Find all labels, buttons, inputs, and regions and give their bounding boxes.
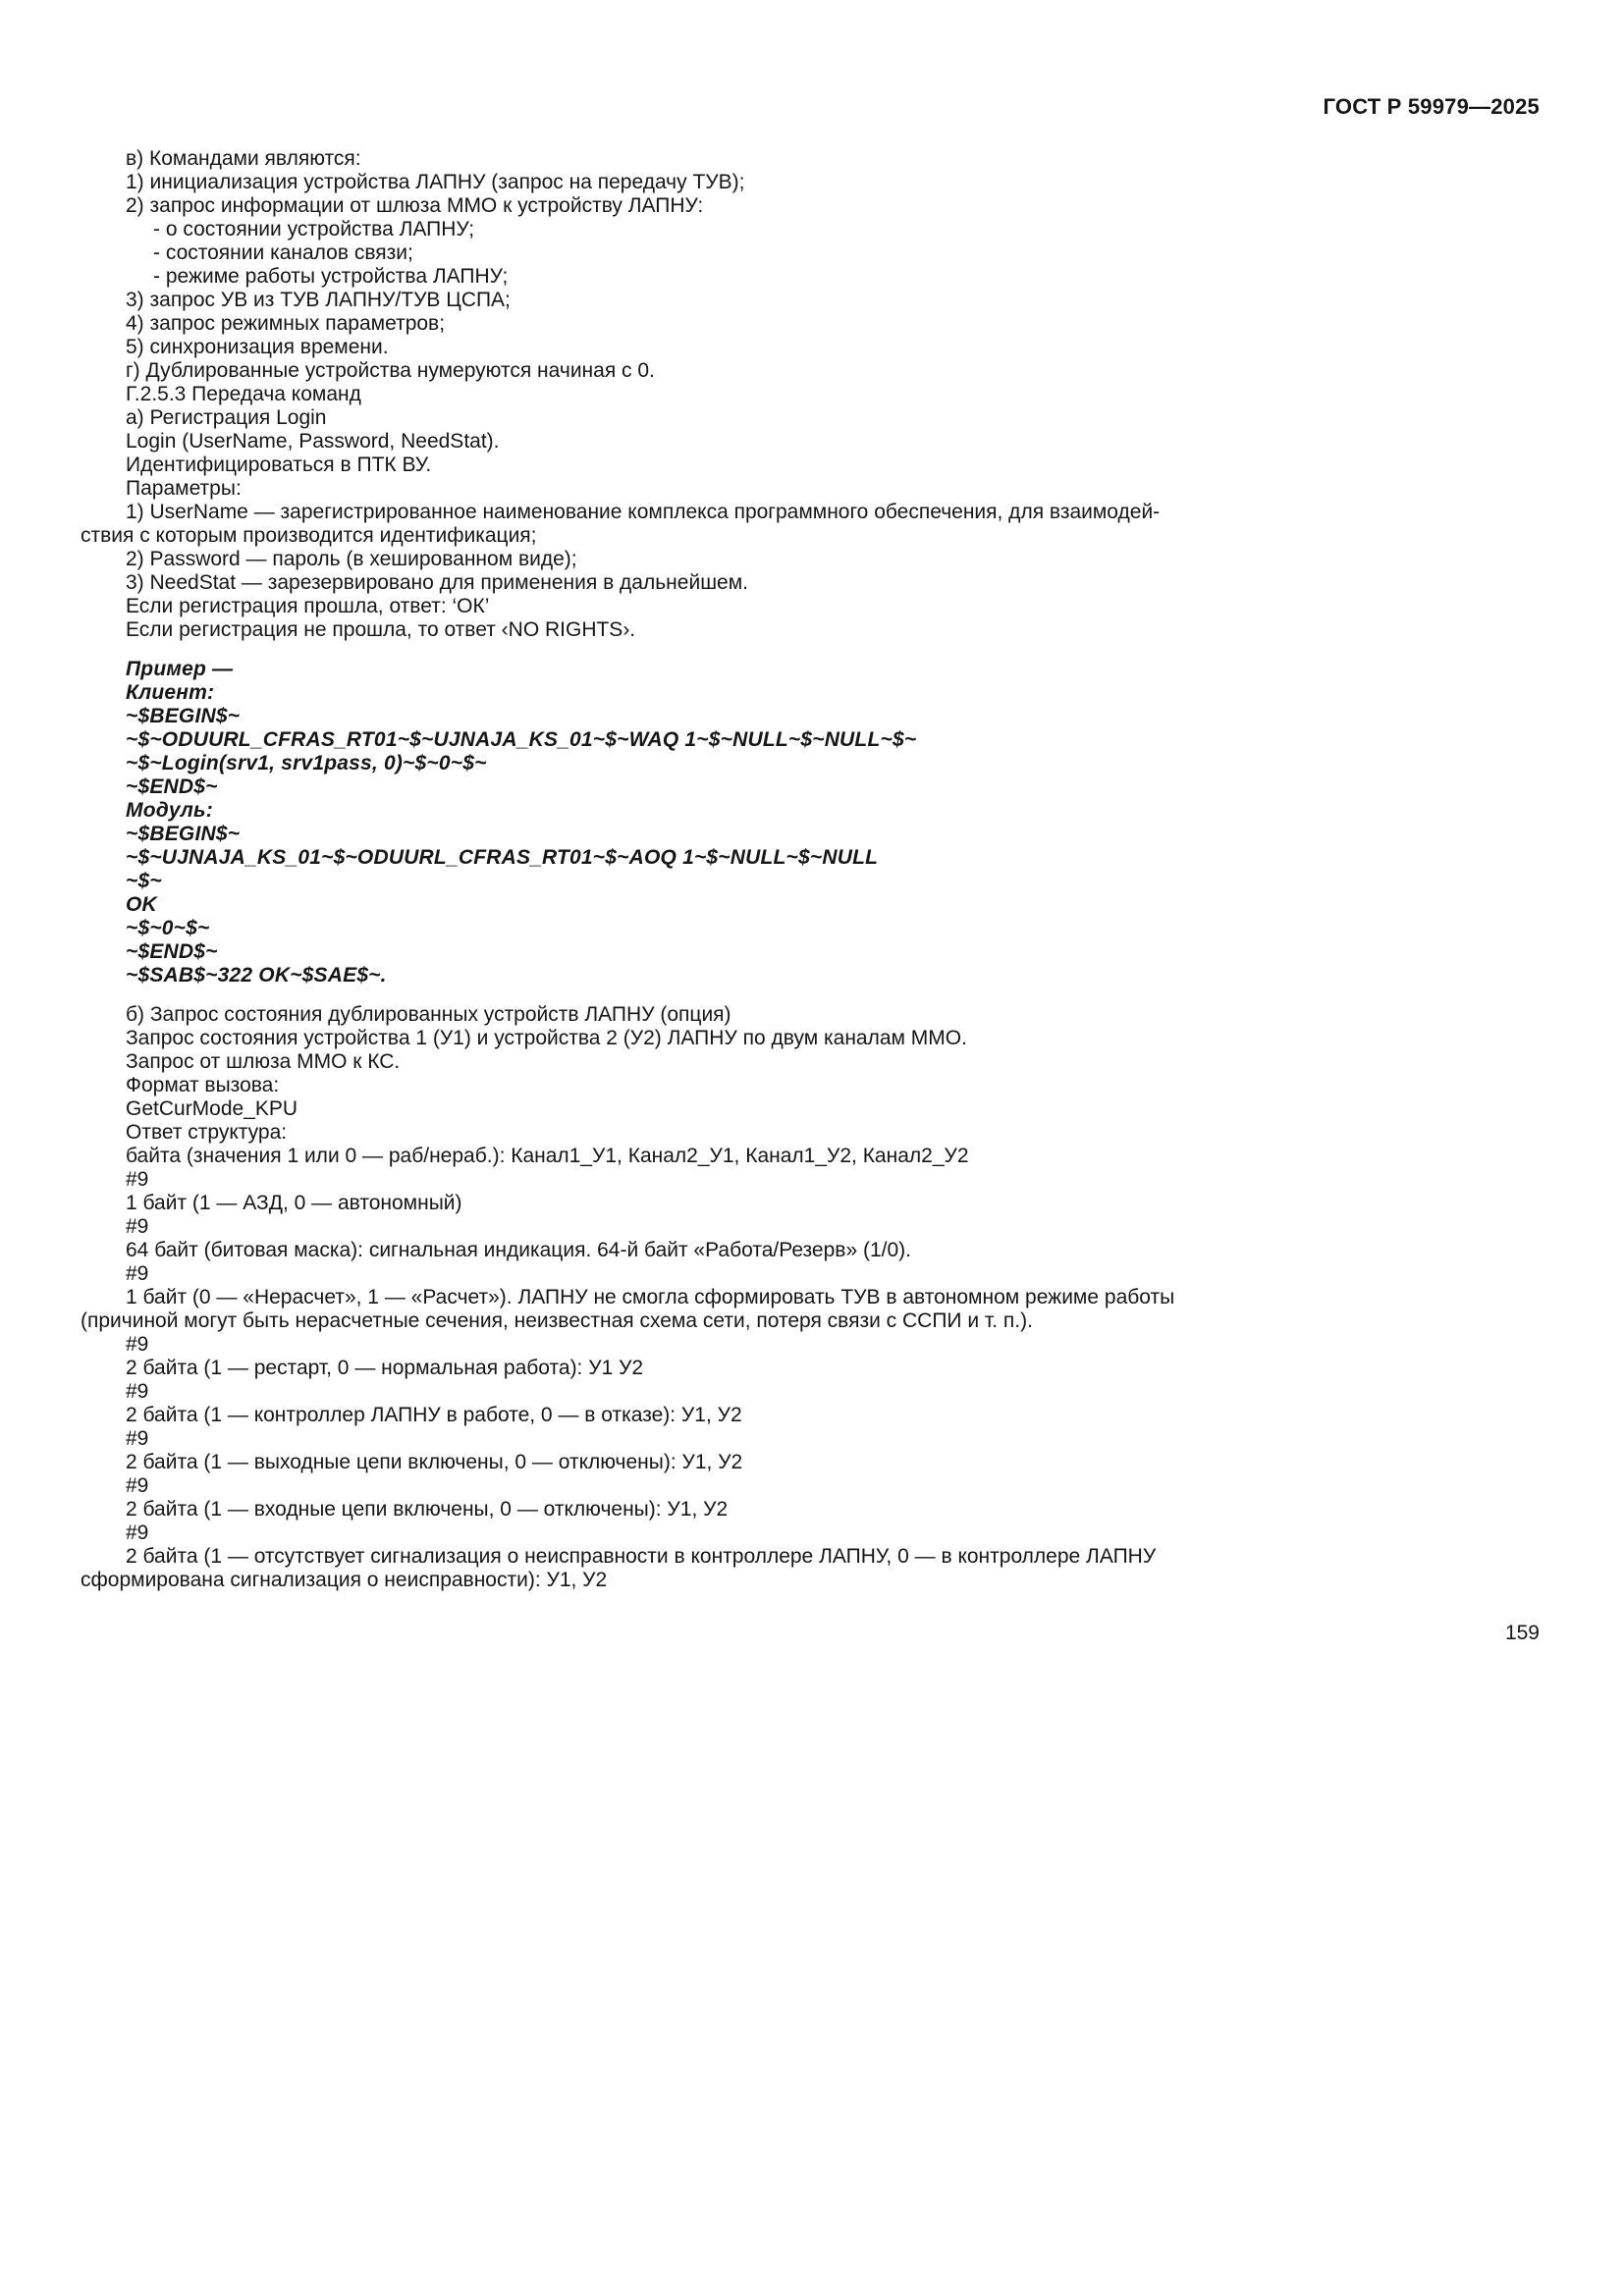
- text-line: сформирована сигнализация о неисправности): У1, У2: [81, 1569, 608, 1591]
- standard-number: ГОСТ Р 59979—2025: [1323, 94, 1540, 119]
- text-line: #9: [126, 1474, 149, 1497]
- list-item: - состоянии каналов связи;: [153, 241, 413, 264]
- text-line: Ответ структура:: [126, 1121, 288, 1144]
- example-line: OK: [126, 893, 157, 916]
- text-line: Формат вызова:: [126, 1074, 280, 1096]
- text-line: #9: [126, 1427, 149, 1450]
- text-line: Login (UserName, Password, NeedStat).: [126, 430, 500, 453]
- text-line: б) Запрос состояния дублированных устройств ЛАПНУ (опция): [126, 1003, 731, 1026]
- example-line: ~$~Login(srv1, srv1pass, 0)~$~0~$~: [126, 752, 487, 774]
- text-line: 64 байт (битовая маска): сигнальная индикация. 64-й байт «Работа/Резерв» (1/0).: [126, 1239, 911, 1261]
- text-line: 2 байта (1 — входные цепи включены, 0 — отключены): У1, У2: [126, 1498, 729, 1521]
- text-line: Если регистрация не прошла, то ответ ‹NO RIGHTS›.: [126, 618, 636, 641]
- text-line: а) Регистрация Login: [126, 406, 327, 429]
- example-line: Модуль:: [126, 799, 213, 822]
- text-line: GetCurMode_KPU: [126, 1097, 298, 1120]
- text-line: г) Дублированные устройства нумеруются начиная с 0.: [126, 359, 655, 382]
- text-line: #9: [126, 1262, 149, 1285]
- document-content: [81, 147, 1540, 1645]
- example-line: ~$BEGIN$~: [126, 823, 241, 845]
- text-line: 2) запрос информации от шлюза ММО к устройству ЛАПНУ:: [126, 194, 704, 217]
- example-line: Клиент:: [126, 681, 215, 704]
- text-line: Запрос состояния устройства 1 (У1) и устройства 2 (У2) ЛАПНУ по двум каналам ММО.: [126, 1027, 967, 1049]
- text-line: Запрос от шлюза ММО к КС.: [126, 1050, 401, 1073]
- text-line: 4) запрос режимных параметров;: [126, 312, 446, 335]
- example-line: ~$END$~: [126, 940, 218, 963]
- text-line: 1 байт (1 — АЗД, 0 — автономный): [126, 1192, 462, 1214]
- text-line: Если регистрация прошла, ответ: ‘ОК’: [126, 595, 490, 617]
- page-number: 159: [1504, 1622, 1540, 1644]
- example-line: ~$SAB$~322 OK~$SAE$~.: [126, 964, 387, 987]
- example-line: ~$~0~$~: [126, 917, 210, 939]
- text-line: 2 байта (1 — выходные цепи включены, 0 — отключены): У1, У2: [126, 1451, 743, 1473]
- text-line: #9: [126, 1333, 149, 1356]
- example-line: ~$~UJNAJA_KS_01~$~ODUURL_CFRAS_RT01~$~AOQ 1~$~NULL~$~NULL: [126, 846, 879, 869]
- page-footer: [81, 1622, 1540, 1645]
- list-item: - режиме работы устройства ЛАПНУ;: [153, 265, 509, 288]
- text-line: Идентифицироваться в ПТК ВУ.: [126, 454, 432, 476]
- example-line: ~$~ODUURL_CFRAS_RT01~$~UJNAJA_KS_01~$~WAQ 1~$~NULL~$~NULL~$~: [126, 728, 917, 751]
- text-line: 2 байта (1 — контроллер ЛАПНУ в работе, 0 — в отказе): У1, У2: [126, 1404, 742, 1426]
- example-block: [81, 658, 1540, 988]
- text-line: 1) инициализация устройства ЛАПНУ (запрос на передачу ТУВ);: [126, 171, 745, 193]
- example-line: ~$BEGIN$~: [126, 705, 241, 727]
- text-line: 2 байта (1 — отсутствует сигнализация о неисправности в контроллере ЛАПНУ, 0 — в контроллере ЛАПНУ: [126, 1545, 1157, 1568]
- list-item: - о состоянии устройства ЛАПНУ;: [153, 218, 475, 240]
- text-line: Параметры:: [126, 477, 242, 500]
- text-line: 3) NeedStat — зарезервировано для применения в дальнейшем.: [126, 571, 748, 594]
- text-line: #9: [126, 1522, 149, 1544]
- example-line: ~$~: [126, 870, 162, 892]
- clause-heading: Г.2.5.3 Передача команд: [126, 383, 361, 405]
- page-header: [81, 94, 1540, 120]
- text-line: 1 байт (0 — «Нерасчет», 1 — «Расчет»). ЛАПНУ не смогла сформировать ТУВ в автономном режиме работы: [126, 1286, 1175, 1308]
- text-line: в) Командами являются:: [126, 147, 361, 170]
- text-line: (причиной могут быть нерасчетные сечения, неизвестная схема сети, потеря связи с ССПИ и т. п.).: [81, 1309, 1033, 1332]
- text-line: 2) Password — пароль (в хешированном виде);: [126, 548, 577, 570]
- text-line: #9: [126, 1215, 149, 1238]
- text-line: #9: [126, 1168, 149, 1191]
- text-line: 3) запрос УВ из ТУВ ЛАПНУ/ТУВ ЦСПА;: [126, 289, 511, 311]
- text-line: #9: [126, 1380, 149, 1403]
- text-line: ствия с которым производится идентификация;: [81, 524, 537, 547]
- text-line: 2 байта (1 — рестарт, 0 — нормальная работа): У1 У2: [126, 1357, 644, 1379]
- text-line: 1) UserName — зарегистрированное наименование комплекса программного обеспечения, для взаимодей-: [126, 501, 1161, 523]
- example-heading: Пример —: [126, 658, 234, 680]
- text-line: байта (значения 1 или 0 — раб/нераб.): Канал1_У1, Канал2_У1, Канал1_У2, Канал2_У2: [126, 1145, 969, 1167]
- text-line: 5) синхронизация времени.: [126, 336, 389, 358]
- example-line: ~$END$~: [126, 775, 218, 798]
